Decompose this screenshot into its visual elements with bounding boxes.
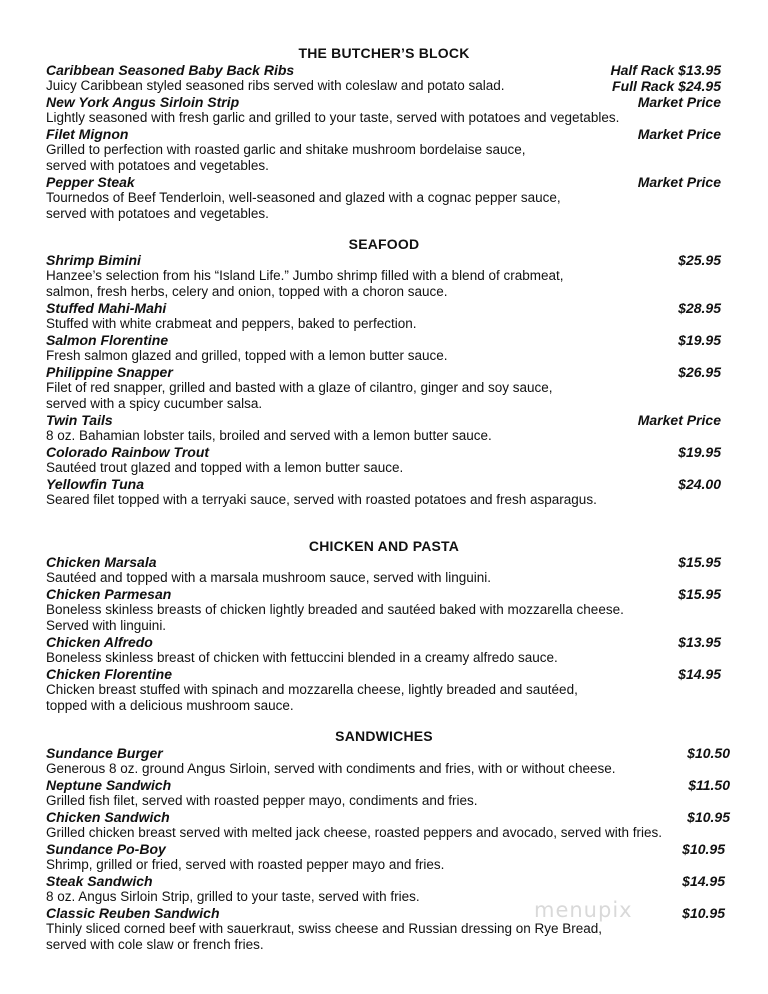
item-name: Shrimp Bimini — [46, 252, 141, 268]
item-price: $10.95 — [682, 841, 725, 857]
menupix-watermark: menupix — [534, 898, 633, 922]
item-name: Sundance Burger — [46, 745, 163, 761]
item-price-secondary: Full Rack $24.95 — [612, 78, 721, 94]
item-price: $24.00 — [678, 476, 721, 492]
item-name: Chicken Florentine — [46, 666, 173, 682]
item-name: Neptune Sandwich — [46, 777, 172, 793]
item-description: Sautéed and topped with a marsala mushroom sauce, served with linguini. — [46, 570, 491, 585]
item-name: Twin Tails — [46, 412, 113, 428]
item-price: $15.95 — [678, 554, 721, 570]
item-description: Sautéed trout glazed and topped with a lemon butter sauce. — [46, 460, 404, 475]
item-description: served with potatoes and vegetables. — [46, 206, 269, 221]
item-name: Steak Sandwich — [46, 873, 153, 889]
section-title-seafood: SEAFOOD — [348, 236, 420, 252]
item-description: Fresh salmon glazed and grilled, topped with a lemon butter sauce. — [46, 348, 448, 363]
item-description: served with cole slaw or french fries. — [46, 937, 264, 952]
item-price: Market Price — [637, 174, 721, 190]
item-name: Colorado Rainbow Trout — [46, 444, 210, 460]
item-description: 8 oz. Angus Sirloin Strip, grilled to your taste, served with fries. — [46, 889, 420, 904]
item-description: Grilled chicken breast served with melted jack cheese, roasted peppers and avocado, served with fries. — [46, 825, 663, 840]
item-price: Market Price — [637, 412, 721, 428]
item-price: $15.95 — [678, 586, 721, 602]
item-price: $19.95 — [678, 332, 721, 348]
item-name: Salmon Florentine — [46, 332, 169, 348]
item-description: Stuffed with white crabmeat and peppers, baked to perfection. — [46, 316, 417, 331]
item-description: Filet of red snapper, grilled and basted with a glaze of cilantro, ginger and soy sauce, — [46, 380, 553, 395]
item-description: served with potatoes and vegetables. — [46, 158, 269, 173]
item-name: Filet Mignon — [46, 126, 129, 142]
item-price: $13.95 — [678, 634, 721, 650]
item-name: New York Angus Sirloin Strip — [46, 94, 240, 110]
item-description: salmon, fresh herbs, celery and onion, topped with a choron sauce. — [46, 284, 448, 299]
item-price: $11.50 — [688, 777, 730, 793]
item-name: Sundance Po-Boy — [46, 841, 166, 857]
item-description: served with a spicy cucumber salsa. — [46, 396, 263, 411]
item-description: Tournedos of Beef Tenderloin, well-seasoned and glazed with a cognac pepper sauce, — [46, 190, 561, 205]
item-description: Boneless skinless breast of chicken with fettuccini blended in a creamy alfredo sauce. — [46, 650, 558, 665]
item-description: Lightly seasoned with fresh garlic and grilled to your taste, served with potatoes and vegetables. — [46, 110, 620, 125]
item-description: Hanzee’s selection from his “Island Life.” Jumbo shrimp filled with a blend of crabmeat, — [46, 268, 564, 283]
item-description: topped with a delicious mushroom sauce. — [46, 698, 294, 713]
item-price: Market Price — [637, 126, 721, 142]
item-description: Grilled to perfection with roasted garlic and shitake mushroom bordelaise sauce, — [46, 142, 526, 157]
item-name: Chicken Sandwich — [46, 809, 170, 825]
section-title-sandwiches: SANDWICHES — [335, 728, 433, 744]
item-description: Shrimp, grilled or fried, served with roasted pepper mayo and fries. — [46, 857, 445, 872]
item-price: $10.95 — [682, 905, 725, 921]
item-name: Classic Reuben Sandwich — [46, 905, 220, 921]
item-description: Served with linguini. — [46, 618, 167, 633]
item-name: Philippine Snapper — [46, 364, 173, 380]
item-description: Seared filet topped with a terryaki sauce, served with roasted potatoes and fresh asparagus. — [46, 492, 597, 507]
item-description: Boneless skinless breasts of chicken lightly breaded and sautéed baked with mozzarella cheese. — [46, 602, 624, 617]
item-price: $10.95 — [687, 809, 730, 825]
item-name: Chicken Alfredo — [46, 634, 153, 650]
item-name: Yellowfin Tuna — [46, 476, 145, 492]
item-price: $19.95 — [678, 444, 721, 460]
item-description: Thinly sliced corned beef with sauerkraut, swiss cheese and Russian dressing on Rye Bread, — [46, 921, 603, 936]
item-description: Generous 8 oz. ground Angus Sirloin, served with condiments and fries, with or without cheese. — [46, 761, 616, 776]
item-description: Chicken breast stuffed with spinach and mozzarella cheese, lightly breaded and sautéed, — [46, 682, 578, 697]
item-price: $28.95 — [678, 300, 721, 316]
section-title-chicken-pasta: CHICKEN AND PASTA — [308, 538, 460, 554]
item-price: $26.95 — [678, 364, 721, 380]
item-description: Juicy Caribbean styled seasoned ribs served with coleslaw and potato salad. — [46, 78, 505, 93]
item-name: Caribbean Seasoned Baby Back Ribs — [46, 62, 295, 78]
section-title-butchers-block: THE BUTCHER’S BLOCK — [298, 45, 470, 61]
item-name: Chicken Parmesan — [46, 586, 172, 602]
item-description: Grilled fish filet, served with roasted pepper mayo, condiments and fries. — [46, 793, 478, 808]
item-price: $14.95 — [682, 873, 725, 889]
item-description: 8 oz. Bahamian lobster tails, broiled and served with a lemon butter sauce. — [46, 428, 492, 443]
item-price: $10.50 — [687, 745, 730, 761]
item-name: Chicken Marsala — [46, 554, 157, 570]
item-price: $25.95 — [678, 252, 721, 268]
item-price: $14.95 — [678, 666, 721, 682]
item-price: Market Price — [637, 94, 721, 110]
item-name: Pepper Steak — [46, 174, 135, 190]
item-price: Half Rack $13.95 — [610, 62, 721, 78]
item-name: Stuffed Mahi-Mahi — [46, 300, 167, 316]
